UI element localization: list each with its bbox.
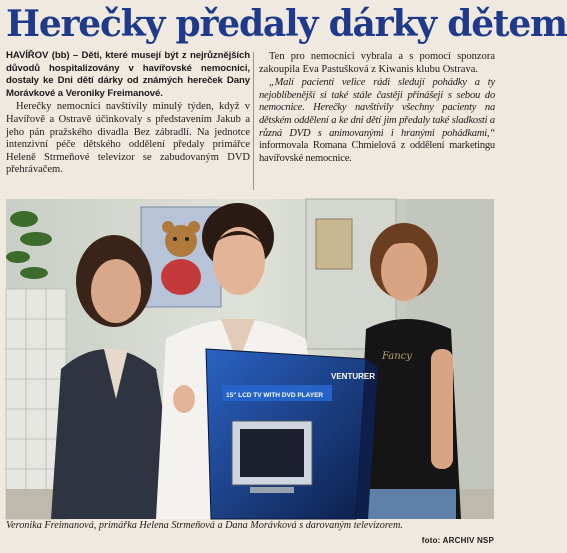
article-photo <box>6 199 494 519</box>
body-paragraph-2: Ten pro nemocnici vybrala a s pomocí sponzora zakoupila Eva Pastušková z Kiwanis klubu Ostrava. <box>259 51 495 75</box>
body-paragraph-1: Herečky nemocnici navštívily minulý týden, když v Havířově a Ostravě účinkovaly s představením Jakub a jeho pán pražského divadla Bez zábradlí. Na jednotce intenzivní péče dětského oddělení předaly primářce Heleně Strmeňové televizor se zabudovaným DVD přehrávačem. <box>6 101 250 176</box>
photo-caption: Veronika Freimanová, primářka Helena Strmeňová a Dana Morávková s darovaným televizorem. <box>6 520 403 531</box>
box-product-label: 15" LCD TV WITH DVD PLAYER <box>226 392 324 399</box>
quote-attribution: informovala Romana Chmielová z oddělení marketingu havířovské nemocnice. <box>259 140 495 164</box>
article-column-right <box>259 50 495 165</box>
wall-picture <box>316 219 352 269</box>
shirt-print: Fancy <box>382 351 412 362</box>
box-brand-label: VENTURER <box>331 372 376 381</box>
lead-paragraph: HAVÍŘOV (bb) – Děti, které musejí být z nejrůznějších důvodů hospitalizovány v havířovské nemocnici, dostaly ke Dni dětí dárky od známých hereček Dany Morávkové a Veroniky Freimanové. <box>6 50 250 99</box>
photo-illustration <box>6 199 494 519</box>
body-paragraph-3 <box>259 77 495 165</box>
article-column-left <box>6 50 250 177</box>
column-divider <box>253 52 254 190</box>
headline: Herečky předaly dárky dětem <box>6 3 567 45</box>
photo-credit: foto: ARCHIV NSP <box>421 536 494 545</box>
quote-text: „Malí pacienti velice rádi sledují pohádky a ty nejoblíbenější si také stále častěji přinášejí s sebou do nemocnice. Herečky navštívily všechny pacienty na dětském oddělení a ke dni dětí jim předaly také sladkosti a různá DVD s animovanými i hranými pohádkami,“ <box>259 77 495 139</box>
